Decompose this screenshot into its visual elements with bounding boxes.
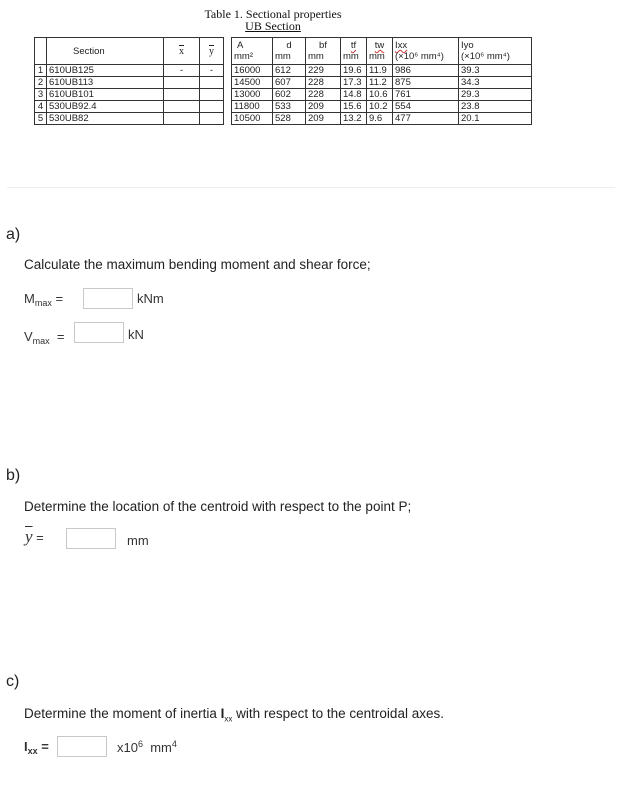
ixx-unit-base: x10 (117, 740, 138, 755)
cell-iyy: 20.1 (459, 113, 532, 125)
cell-tf: 13.2 (341, 113, 367, 125)
header-area (232, 38, 273, 65)
cell-depth: 612 (273, 65, 306, 77)
table-title: Table 1. Sectional properties (204, 7, 342, 21)
part-c-question (24, 706, 444, 724)
cell-gap (224, 77, 232, 89)
ixx-label (24, 739, 49, 756)
cell-bf: 209 (306, 101, 341, 113)
ybar-unit: mm (127, 533, 149, 548)
mmax-unit: kNm (137, 291, 164, 306)
part-a-question: Calculate the maximum bending moment and shear force; (24, 257, 371, 272)
cell-xbar: - (164, 65, 200, 77)
cell-area: 11800 (232, 101, 273, 113)
cell-xbar (164, 101, 200, 113)
header-web-thickness (367, 38, 393, 65)
cell-bf: 228 (306, 89, 341, 101)
header-tw-label: tw (374, 40, 385, 51)
cell-ixx: 477 (393, 113, 459, 125)
ixx-symbol: I (24, 739, 28, 754)
cell-tf: 14.8 (341, 89, 367, 101)
cell-area: 10500 (232, 113, 273, 125)
row-index: 1 (35, 65, 47, 77)
mmax-subscript: max (34, 298, 52, 308)
cell-tw: 11.2 (367, 77, 393, 89)
cell-iyy: 39.3 (459, 65, 532, 77)
vmax-input[interactable] (74, 322, 124, 343)
cell-tw: 10.6 (367, 89, 393, 101)
cell-section: 610UB125 (47, 65, 164, 77)
ixx-subscript: xx (27, 746, 38, 756)
header-iyy (459, 38, 532, 65)
cell-section: 610UB101 (47, 89, 164, 101)
header-iyy-label: Iyo (461, 40, 474, 51)
sectional-properties-table (34, 37, 532, 125)
row-index: 4 (35, 101, 47, 113)
cell-tf: 17.3 (341, 77, 367, 89)
header-section: Section (47, 38, 164, 65)
row-index: 5 (35, 113, 47, 125)
cell-tw: 9.6 (367, 113, 393, 125)
cell-gap (224, 89, 232, 101)
header-tf-unit: mm (343, 51, 359, 62)
cell-ybar (200, 101, 224, 113)
part-b-question: Determine the location of the centroid with respect to the point P; (24, 499, 412, 514)
cell-area: 13000 (232, 89, 273, 101)
cell-depth: 602 (273, 89, 306, 101)
cell-depth: 528 (273, 113, 306, 125)
cell-gap (224, 101, 232, 113)
header-bf-label: bf (319, 40, 327, 51)
ybar-symbol: $\overline{y}$ (209, 45, 214, 57)
header-tw-unit: mm (369, 51, 385, 62)
header-depth (273, 38, 306, 65)
cell-bf: 228 (306, 77, 341, 89)
cell-iyy: 29.3 (459, 89, 532, 101)
table-subtitle: UB Section (245, 19, 301, 33)
vmax-equals: = (56, 329, 65, 344)
cell-tw: 10.2 (367, 101, 393, 113)
table-row (35, 77, 532, 89)
cell-xbar (164, 89, 200, 101)
part-c-question-symbol: I (220, 706, 225, 721)
header-area-label: A (237, 40, 244, 51)
cell-gap (224, 65, 232, 77)
part-b-label: b) (6, 467, 21, 484)
ixx-unit-exponent: 6 (137, 739, 143, 749)
cell-section: 610UB113 (47, 77, 164, 89)
ixx-unit-tail: mm (150, 740, 172, 755)
cell-depth: 607 (273, 77, 306, 89)
cell-ybar: - (200, 65, 224, 77)
cell-iyy: 34.3 (459, 77, 532, 89)
table-row (35, 101, 532, 113)
part-c-label: c) (6, 673, 20, 690)
cell-ybar (200, 113, 224, 125)
xbar-symbol: $\overline{x}$ (179, 45, 184, 57)
table-row (35, 113, 532, 125)
header-xbar (164, 38, 200, 65)
table-row (35, 65, 532, 77)
header-gap (224, 38, 232, 65)
mmax-label (24, 291, 63, 308)
vmax-subscript: max (32, 336, 50, 346)
part-c-question-pre: Determine the moment of inertia (24, 706, 221, 721)
header-tf-label: tf (350, 40, 357, 51)
cell-area: 16000 (232, 65, 273, 77)
cell-bf: 209 (306, 113, 341, 125)
header-bf-unit: mm (308, 51, 324, 62)
header-index (35, 38, 47, 65)
cell-xbar (164, 77, 200, 89)
header-ixx-label: Ixx (395, 40, 408, 51)
ixx-input[interactable] (57, 736, 107, 757)
table-row (35, 89, 532, 101)
part-c-question-post: with respect to the centroidal axes. (232, 706, 444, 721)
cell-ixx: 986 (393, 65, 459, 77)
cell-xbar (164, 113, 200, 125)
ybar-label (25, 527, 44, 547)
cell-depth: 533 (273, 101, 306, 113)
cell-tf: 19.6 (341, 65, 367, 77)
row-index: 3 (35, 89, 47, 101)
header-iyy-unit: (×10⁶ mm⁴) (461, 51, 510, 62)
row-index: 2 (35, 77, 47, 89)
header-depth-unit: mm (275, 51, 291, 62)
cell-area: 14500 (232, 77, 273, 89)
part-a-label: a) (6, 226, 21, 243)
cell-section: 530UB92.4 (47, 101, 164, 113)
cell-ixx: 875 (393, 77, 459, 89)
cell-bf: 229 (306, 65, 341, 77)
cell-ybar (200, 89, 224, 101)
ixx-unit (117, 739, 177, 755)
vmax-unit: kN (128, 327, 144, 342)
cell-iyy: 23.8 (459, 101, 532, 113)
cell-section: 530UB82 (47, 113, 164, 125)
cell-ixx: 761 (393, 89, 459, 101)
cell-ybar (200, 77, 224, 89)
table-header-row (35, 38, 532, 65)
ixx-equals: = (41, 739, 49, 754)
header-depth-label: d (286, 40, 292, 51)
mmax-input[interactable] (83, 288, 133, 309)
vmax-label (24, 329, 65, 346)
cell-ixx: 554 (393, 101, 459, 113)
mmax-equals: = (55, 291, 64, 306)
section-divider (7, 187, 615, 188)
ybar-input[interactable] (66, 528, 116, 549)
header-ixx (393, 38, 459, 65)
header-flange-thickness (341, 38, 367, 65)
ybar-symbol: $\overline{y}$ (25, 527, 33, 546)
cell-tf: 15.6 (341, 101, 367, 113)
ixx-unit-tail-exponent: 4 (171, 739, 177, 749)
cell-gap (224, 113, 232, 125)
vmax-symbol: V (24, 329, 33, 344)
header-area-unit: mm² (234, 51, 253, 62)
cell-tw: 11.9 (367, 65, 393, 77)
ybar-equals: = (36, 530, 44, 545)
header-flange-width (306, 38, 341, 65)
part-c-question-subscript: xx (224, 714, 233, 724)
table-caption (150, 8, 396, 32)
mmax-symbol: M (24, 291, 35, 306)
header-ixx-unit: (×10⁶ mm⁴) (395, 51, 444, 62)
header-ybar (200, 38, 224, 65)
